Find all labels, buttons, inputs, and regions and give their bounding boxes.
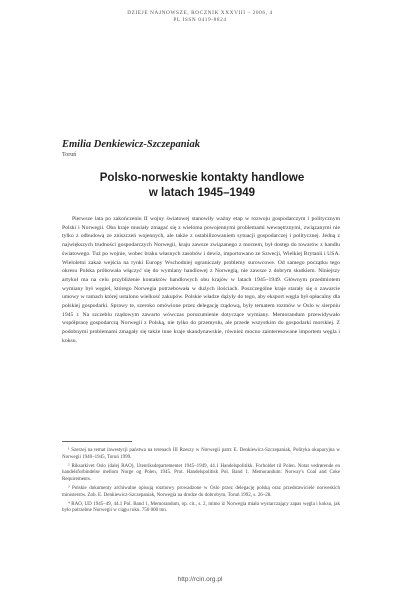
source-url: http://rcin.org.pl — [177, 576, 223, 583]
title-line-2: w latach 1945–1949 — [148, 187, 256, 199]
footnotes — [62, 448, 340, 517]
footnote-4: ⁴ RAO, UD 1945–49, 44.1 Pol. Band 1, Memorandum, op. cit., s. 2, mimo iż Norwegia miała wystarczający zapas węgla i koksu, jak było potrzebne Norwegii w ciągu roku. 750 000 ton. — [62, 501, 340, 514]
journal-header-line1: DZIEJE NAJNOWSZE, ROCZNIK XXXVIII – 2006, 4 — [127, 10, 273, 16]
author-affiliation: Toruń — [62, 152, 77, 158]
article-title — [62, 171, 342, 201]
footnote-3: ³ Polskie dokumenty archiwalne opisują rozmowy prowadzone w Oslo przez delegację polską oraz przedstawiciele norweskich ministerstw. Zob. E. Denkiewicz-Szczepaniak, Norwegia na drodze do dobrobytu, Toruń 1992, s. 26–28. — [62, 485, 340, 498]
footnote-divider — [62, 441, 132, 442]
footnote-2: ² Riksarkivet Oslo (dalej RAO), Utenriksdepartementet 1945–1949, 44.1 Handelspolitikk. Forholdet til Polen. Notat vedrørende en handelsforbindelse mellom Norge og Polen, 1945. Prot. Handelspolitisk Pol. Band 1. Memorandum: Norway's Coal and Coke Requirements. — [62, 463, 340, 482]
body-paragraph: Pierwsze lata po zakończeniu II wojny światowej stanowiły ważny etap w rozwoju gospodarczym i politycznym Polski i Norwegii. Oba kraje musiały zmagać się z wieloma powojennymi problemami wewnętrznymi, związanymi nie tylko z odbudową ze zniszczeń wojennych, ale także z ustabilizowaniem sytuacji gospodarczej i politycznej. Jedną z największych trudności gospodarczych Norwegii, kraju zawsze związanego z morzem, był dostęp do towarów z handlu światowego. Tuż po wojnie, wobec braku własnych zasobów i dewiz, importowano ze Szwecji, Wielkiej Brytanii i USA. Wieloletni zakaz wejścia na rynki Europy Wschodniej ograniczały problemy surowcowe. Od samego początku tego okresu Polska próbowała włączyć się do wymiany handlowej z Norwegią, nie zawsze z dobrym skutkiem. Niniejszy artykuł ma na celu przybliżenie kontaktów handlowych obu krajów w latach 1945–1949. Głównym przedmiotem wymiany był węgiel, którego Norwegia potrzebowała w dużych ilościach. Poszczególne kraje starały się o zawarcie umowy w ramach której ustalono wielkość zakupów. Polskie władze dążyły do tego, aby eksport węgla był opłacalny dla polskiej gospodarki. Sprawy te, szeroko omówione przez delegację rządową, były tematem rozmów w Oslo w sierpniu 1945 r. Na szczeblu rządowym zawarto wówczas porozumienie dotyczące wymiany. Memorandum przewidywało współpracę gospodarczą Norwegii z Polską, nie tylko do przemysłu, ale przede wszystkim do gospodarki morskiej. Z podobnymi problemami zmagały się także inne kraje skandynawskie, również mocno zainteresowane importem węgla i koksu. — [62, 216, 340, 344]
footnote-1: ¹ Szerzej na temat inwestycji państwa na terenach III Rzeszy w Norwegii patrz E. Denkiewicz-Szczepaniak, Polityka okupacyjna w Norwegii 1940–1945, Toruń 1999. — [62, 448, 340, 460]
title-line-1: Polsko-norweskie kontakty handlowe — [99, 172, 305, 184]
journal-header — [0, 10, 400, 24]
author-name: Emilia Denkiewicz-Szczepaniak — [62, 139, 200, 150]
journal-header-line2: PL ISSN 0419-8824 — [173, 17, 227, 23]
